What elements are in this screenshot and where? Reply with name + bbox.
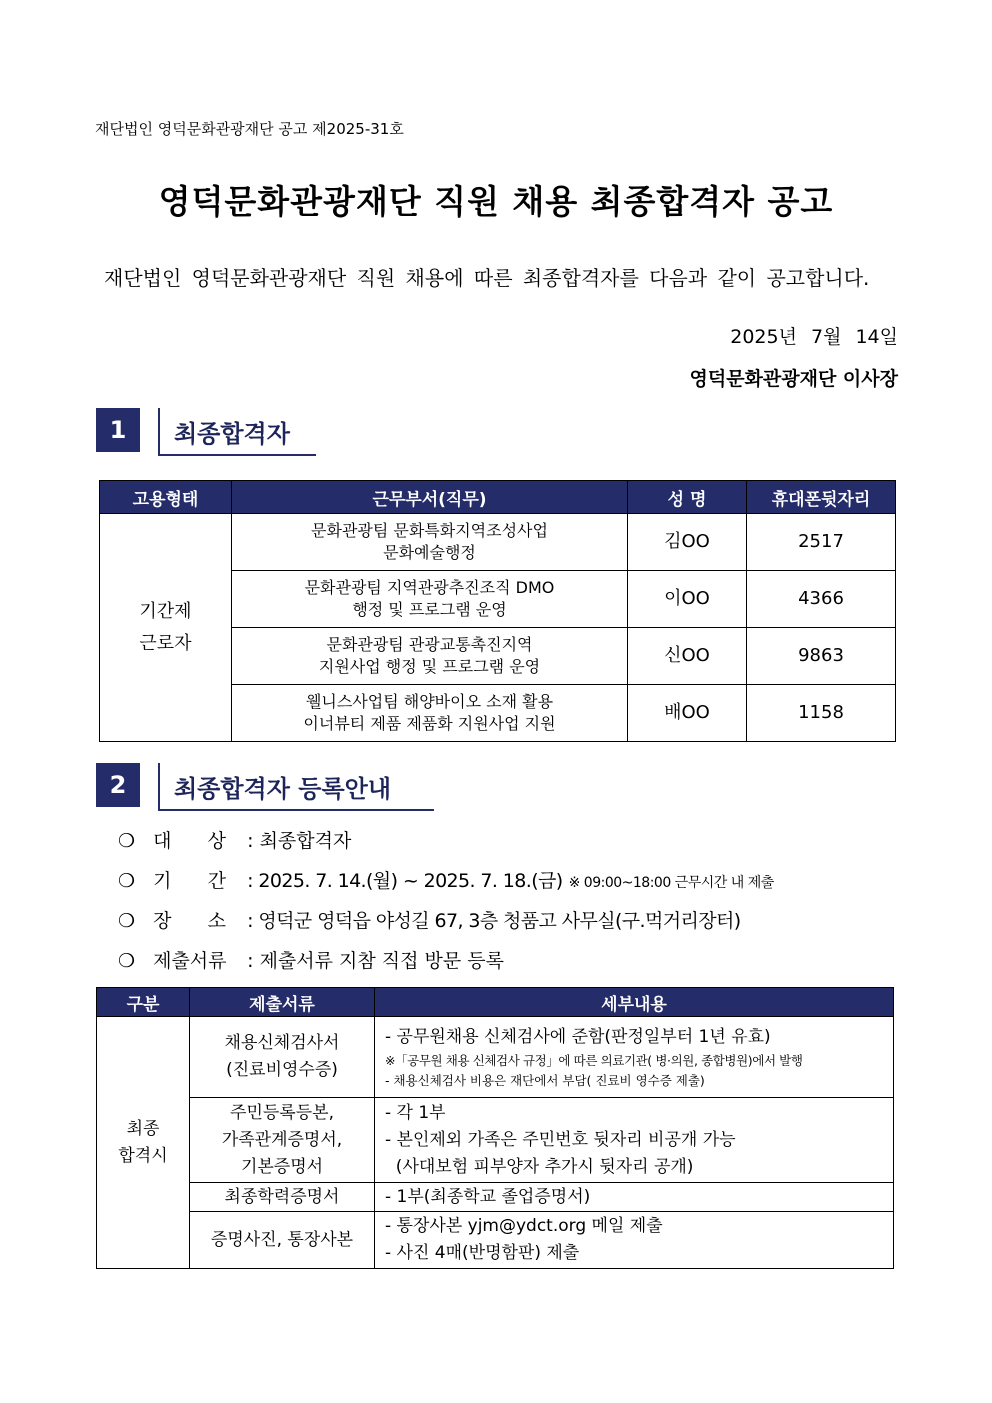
info-item-place: ❍ 장 소 : 영덕군 영덕읍 야성길 67, 3층 청품고 사무실(구.먹거리장터) [118,910,741,932]
document-cell: 증명사진, 통장사본 [190,1212,375,1269]
category-cell: 최종 합격시 [97,1017,190,1269]
name-cell: 배OO [628,685,747,742]
details-cell: - 공무원채용 신체검사에 준함(판정일부터 1년 유효) ※「공무원 채용 신체검사 규정」에 따른 의료기관( 병·의원, 종합병원)에서 발행 - 채용신체검사 비용은 재단에서 부담( 진료비 영수증 제출) [375,1017,894,1098]
details-cell: - 각 1부 - 본인제외 가족은 주민번호 뒷자리 비공개 가능 (사대보험 피부양자 추가시 뒷자리 공개) [375,1098,894,1183]
bullet-icon: ❍ [118,870,136,892]
table-row [97,1017,894,1098]
col-category: 구분 [97,988,190,1017]
section2-title: 최종합격자 등록안내 [174,775,392,803]
dept-cell: 문화관광팀 관광교통촉진지역 지원사업 행정 및 프로그램 운영 [232,628,628,685]
bullet-icon: ❍ [118,910,136,932]
details-cell: - 1부(최종학교 졸업증명서) [375,1183,894,1212]
info-item-documents: ❍ 제출서류 : 제출서류 지참 직접 방문 등록 [118,950,504,972]
table-row [97,1098,894,1183]
phone-cell: 2517 [747,514,896,571]
document-cell: 주민등록등본, 가족관계증명서, 기본증명서 [190,1098,375,1183]
finalists-table [99,480,896,742]
table-header-row [100,481,896,514]
info-item-target: ❍ 대 상 : 최종합격자 [118,830,352,852]
col-employment-type: 고용형태 [100,481,232,514]
name-cell: 김OO [628,514,747,571]
section1-number: 1 [96,408,140,452]
notice-number: 재단법인 영덕문화관광재단 공고 제2025-31호 [95,120,404,138]
name-cell: 이OO [628,571,747,628]
info-item-period: ❍ 기 간 : 2025. 7. 14.(월) ~ 2025. 7. 18.(금) ※ 09:00~18:00 근무시간 내 제출 [118,870,774,892]
document-cell: 채용신체검사서 (진료비영수증) [190,1017,375,1098]
section1-heading [96,408,318,456]
phone-cell: 4366 [747,571,896,628]
col-details: 세부내용 [375,988,894,1017]
notice-date: 2025년 7월 14일 [730,326,898,348]
name-cell: 신OO [628,628,747,685]
section1-title: 최종합격자 [174,420,290,448]
bullet-icon: ❍ [118,830,136,852]
page-title: 영덕문화관광재단 직원 채용 최종합격자 공고 [158,182,834,221]
col-department: 근무부서(직무) [232,481,628,514]
dept-cell: 웰니스사업팀 해양바이오 소재 활용 이너뷰티 제품 제품화 지원사업 지원 [232,685,628,742]
document-cell: 최종학력증명서 [190,1183,375,1212]
table-row [100,514,896,571]
col-document: 제출서류 [190,988,375,1017]
dept-cell: 문화관광팀 지역관광추진조직 DMO 행정 및 프로그램 운영 [232,571,628,628]
section2-number: 2 [96,763,140,807]
phone-cell: 1158 [747,685,896,742]
bullet-icon: ❍ [118,950,136,972]
phone-cell: 9863 [747,628,896,685]
issuer-name: 영덕문화관광재단 이사장 [689,368,898,390]
intro-text: 재단법인 영덕문화관광재단 직원 채용에 따른 최종합격자를 다음과 같이 공고합니다. [104,266,870,290]
table-row [97,1212,894,1269]
section2-heading [96,763,436,811]
employment-type-cell: 기간제 근로자 [100,514,232,742]
documents-table [96,987,894,1269]
col-name: 성 명 [628,481,747,514]
dept-cell: 문화관광팀 문화특화지역조성사업 문화예술행정 [232,514,628,571]
table-header-row [97,988,894,1017]
col-phone: 휴대폰뒷자리 [747,481,896,514]
details-cell: - 통장사본 yjm@ydct.org 메일 제출 - 사진 4매(반명함판) 제출 [375,1212,894,1269]
table-row [97,1183,894,1212]
